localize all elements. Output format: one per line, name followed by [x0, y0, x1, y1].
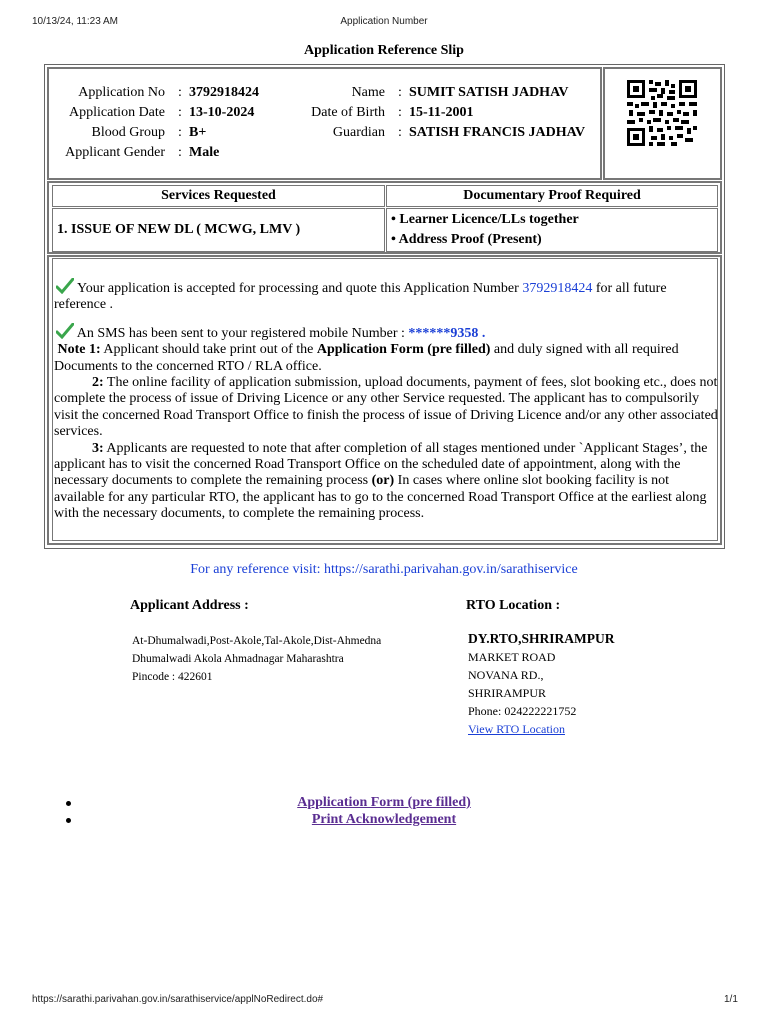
services-requested-header: Services Requested: [52, 185, 385, 207]
documentary-proof-header: Documentary Proof Required: [386, 185, 718, 207]
applicant-address: [132, 632, 381, 686]
rto-line: SHRIRAMPUR: [468, 686, 547, 700]
colon: :: [178, 85, 182, 100]
guardian-value: SATISH FRANCIS JADHAV: [409, 125, 586, 140]
proof-item: • Address Proof (Present): [391, 232, 542, 247]
accepted-app-number: 3792918424: [522, 281, 593, 296]
gender-value: Male: [189, 145, 220, 160]
colon: :: [178, 125, 182, 140]
address-line: Dhumalwadi Akola Ahmadnagar Maharashtra: [132, 653, 344, 665]
list-item: [0, 795, 768, 812]
note-2: 2: The online facility of application submission, upload documents, payment of fees, slot booking etc., does not complete the process of issue of Driving Licence or any other Service requested. The applicant has to compulsorily visit the concerned Road Transport Office to finish the process of issue of Driving Licence and/or any other associated services.: [54, 375, 718, 440]
list-item: [0, 812, 768, 829]
applicant-address-title: Applicant Address :: [130, 598, 249, 613]
applicant-info-table: [49, 83, 585, 163]
dob-label: Date of Birth: [311, 105, 385, 120]
print-page-title: Application Number: [340, 16, 428, 27]
rto-location: [468, 630, 615, 738]
app-no-value: 3792918424: [189, 85, 259, 100]
rto-location-title: RTO Location :: [466, 598, 561, 613]
blood-group-label: Blood Group: [91, 125, 165, 140]
bullet-icon: [66, 801, 71, 806]
qr-code-icon: [627, 80, 697, 146]
service-requested: 1. ISSUE OF NEW DL ( MCWG, LMV ): [57, 222, 301, 237]
bullet-icon: [66, 818, 71, 823]
note-3: 3: Applicants are requested to note that after completion of all stages mentioned under `Applicant Stages’, the applicant has to visit the concerned Road Transport Office on the scheduled date of appointment, along with the necessary documents to complete the remaining process (or) In cases where online slot booking facility is not available for any particular RTO, the applicant has to go to the concerned Road Transport Office at the earliest along with the necessary documents, to complete the remaining process.: [54, 440, 708, 522]
name-label: Name: [351, 85, 385, 100]
rto-name: DY.RTO,SHRIRAMPUR: [468, 631, 615, 646]
app-date-value: 13-10-2024: [189, 105, 255, 120]
print-acknowledgement-link[interactable]: Print Acknowledgement: [311, 811, 457, 827]
colon: :: [398, 105, 402, 120]
gender-label: Applicant Gender: [65, 145, 165, 160]
name-value: SUMIT SATISH JADHAV: [409, 85, 569, 100]
view-rto-location-link[interactable]: View RTO Location: [468, 722, 565, 736]
check-icon: [56, 323, 74, 339]
app-date-label: Application Date: [68, 105, 165, 120]
accepted-message: Your application is accepted for processing and quote this Application Number 3792918424 for all future reference .: [54, 278, 718, 314]
slip-title: Application Reference Slip: [304, 43, 464, 58]
proof-cell: [386, 208, 718, 252]
reference-link[interactable]: For any reference visit: https://sarathi.parivahan.gov.in/sarathiservice: [190, 562, 578, 577]
notes-text: [54, 272, 718, 523]
check-icon: [56, 278, 74, 294]
proof-item: • Learner Licence/LLs together: [391, 212, 579, 227]
action-links: [0, 795, 768, 828]
rto-line: NOVANA RD.,: [468, 668, 544, 682]
colon: :: [178, 105, 182, 120]
colon: :: [398, 125, 402, 140]
guardian-label: Guardian: [332, 125, 385, 140]
application-form-link[interactable]: Application Form (pre filled): [297, 795, 471, 810]
colon: :: [398, 85, 402, 100]
masked-mobile-number: ******9358 .: [408, 325, 486, 341]
print-page-count: 1/1: [724, 994, 738, 1005]
rto-line: MARKET ROAD: [468, 650, 556, 664]
dob-value: 15-11-2001: [409, 105, 474, 120]
address-line: At-Dhumalwadi,Post-Akole,Tal-Akole,Dist-Ahmedna: [132, 635, 382, 647]
applicant-info-box: [47, 67, 602, 180]
blood-group-value: B+: [189, 125, 207, 140]
sms-message: An SMS has been sent to your registered mobile Number : ******9358 .: [54, 323, 718, 342]
rto-phone: Phone: 024222221752: [468, 704, 577, 718]
address-pincode: Pincode : 422601: [132, 671, 213, 683]
note-1: Note 1: Applicant should take print out of the Application Form (pre filled) and duly signed with all required Documents to the concerned RTO / RLA office.: [54, 342, 679, 374]
colon: :: [178, 145, 182, 160]
print-url: https://sarathi.parivahan.gov.in/sarathiservice/applNoRedirect.do#: [32, 994, 324, 1005]
app-no-label: Application No: [78, 85, 165, 100]
print-datetime: 10/13/24, 11:23 AM: [32, 16, 118, 27]
service-cell: [52, 208, 385, 252]
